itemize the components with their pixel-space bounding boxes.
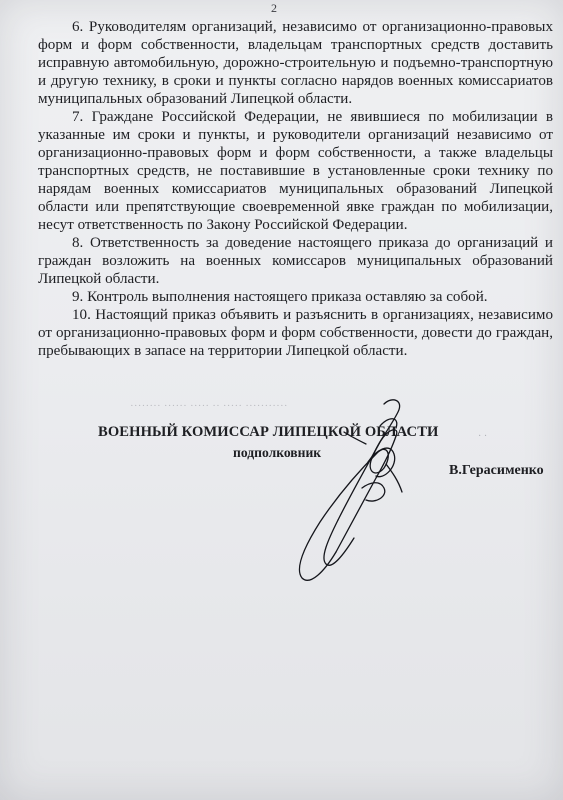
paragraph-10: 10. Настоящий приказ объявить и разъяснить в организациях, независимо от организационно-правовых форм и форм собственности, довести до граждан, пребывающих в запасе на территории Липецкой области.: [38, 307, 553, 359]
bleed-through-text: ········ ······ ····· ·· ····· ···········: [130, 400, 288, 412]
paragraph-8: 8. Ответственность за доведение настоящего приказа до организаций и граждан возложить на военных комиссаров муниципальных образований Липецкой области.: [38, 235, 553, 287]
document-body: [38, 14, 553, 360]
signatory-rank: подполковник: [233, 445, 322, 460]
paragraph-6: 6. Руководителям организаций, независимо от организационно-правовых форм и форм собственности, владельцам транспортных средств доставить исправную автомобильную, дорожно-строительную и подъемно-транспортную и другую технику, в сроки и пункты согласно нарядов военных комиссариатов муниципальных образований Липецкой области.: [38, 19, 553, 107]
handwritten-signature: [280, 392, 430, 592]
paragraph-9: 9. Контроль выполнения настоящего приказа оставляю за собой.: [72, 289, 488, 305]
signatory-name: В.Герасименко: [449, 463, 544, 478]
paragraph-7: 7. Граждане Российской Федерации, не явившиеся по мобилизации в указанные им сроки и пункты, и руководители организаций независимо от организационно-правовых форм и форм собственности, а также владельцы транспортных средств, не поставившие в установленные сроки технику по нарядам военных комиссариатов муниципальных образований Липецкой области или препятствующие своевременной явке граждан по мобилизации, несут ответственность по Закону Российской Федерации.: [38, 109, 553, 233]
page-number: 2: [271, 1, 277, 15]
signatory-title: ВОЕННЫЙ КОМИССАР ЛИПЕЦКОЙ ОБЛАСТИ: [98, 424, 439, 440]
bleed-through-mark: · ·: [478, 431, 488, 442]
